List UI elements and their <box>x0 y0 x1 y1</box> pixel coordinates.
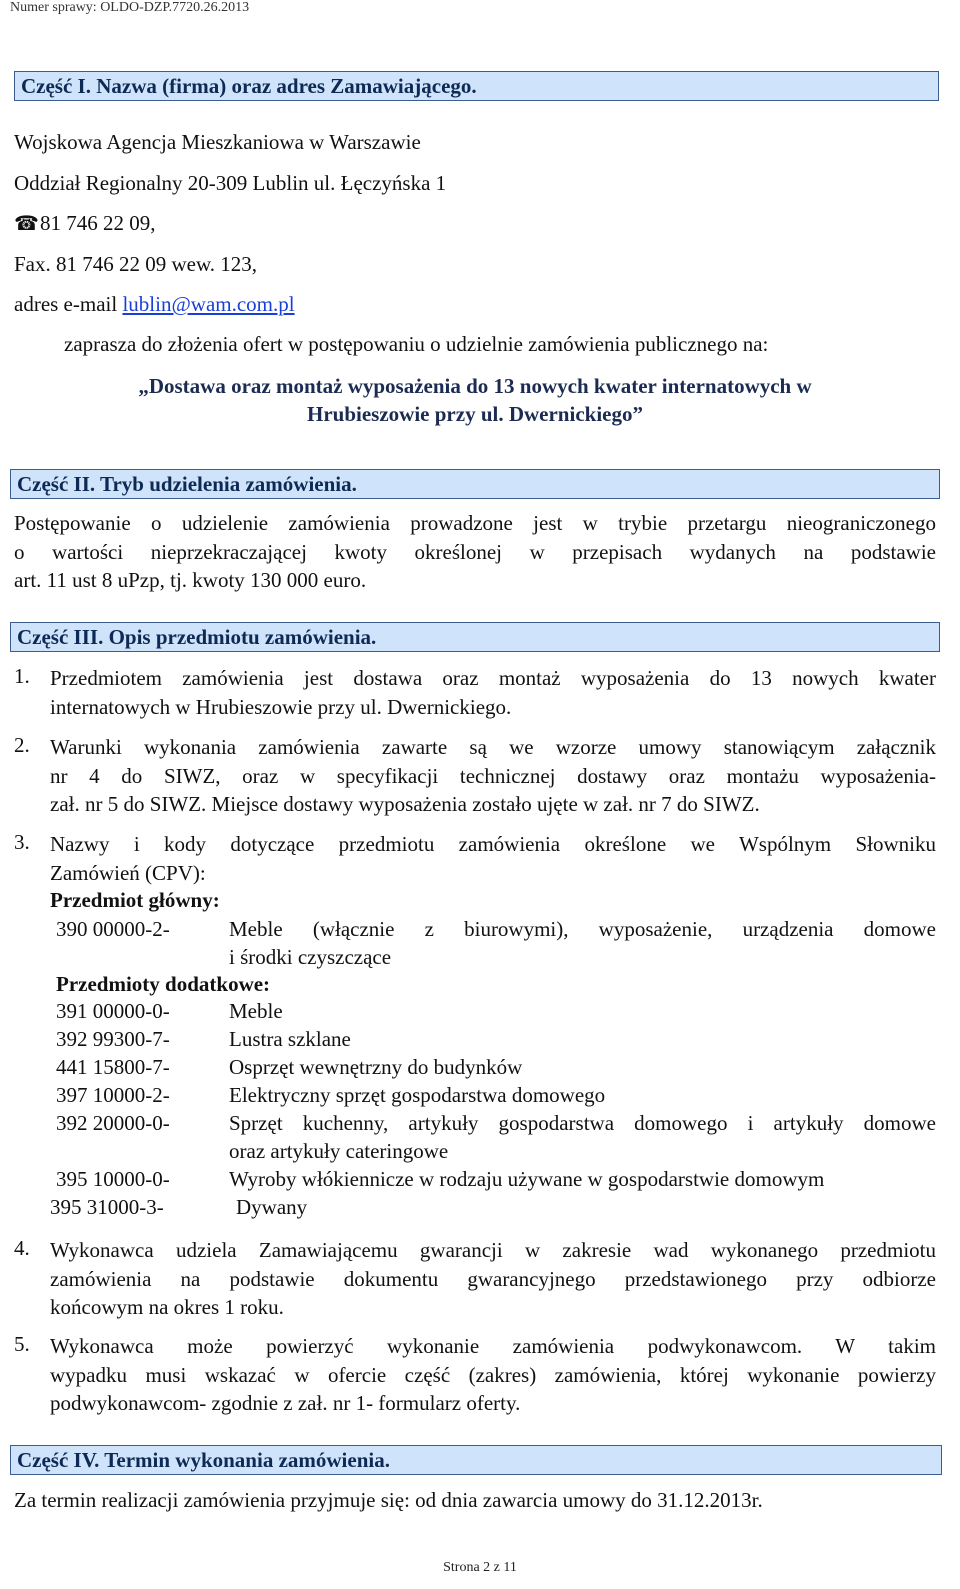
item3-text <box>50 830 936 887</box>
extra-cpv-desc: oraz artykuły cateringowe <box>229 1139 449 1163</box>
order-title-line2: Hrubieszowie przy ul. Dwernickiego” <box>307 402 643 426</box>
extra-cpv-code: 395 31000-3- <box>50 1195 164 1219</box>
main-cpv-desc-line2: i środki czyszczące <box>229 945 392 969</box>
org-address: Oddział Regionalny 20-309 Lublin ul. Łęczyńska 1 <box>14 171 447 195</box>
case-number: Numer sprawy: OLDO-DZP.7720.26.2013 <box>10 0 250 15</box>
item2-line1: Warunki wykonania zamówienia zawarte są we wzorze umowy stanowiącym załącznik <box>50 735 936 759</box>
extra-cpv-desc: Osprzęt wewnętrzny do budynków <box>229 1055 523 1079</box>
deadline-text: Za termin realizacji zamówienia przyjmuje się: od dnia zawarcia umowy do 31.12.2013r. <box>14 1488 763 1512</box>
item3-number: 3. <box>14 830 30 854</box>
item5-line2: wypadku musi wskazać w ofercie część (zakres) zamówienia, której wykonanie powierzy <box>50 1362 936 1387</box>
extra-cpv-desc: Elektryczny sprzęt gospodarstwa domowego <box>229 1083 606 1107</box>
order-title-line1: „Dostawa oraz montaż wyposażenia do 13 nowych kwater internatowych w <box>138 374 812 398</box>
procedure-line3: art. 11 ust 8 uPzp, tj. kwoty 130 000 euro. <box>14 568 367 592</box>
email-line <box>14 291 295 317</box>
main-cpv-desc-line1: Meble (włącznie z biurowymi), wyposażenie, urządzenia domowe <box>229 917 936 941</box>
invitation-text: zaprasza do złożenia ofert w postępowaniu o udzielnie zamówienia publicznego na: <box>64 332 769 356</box>
item4-line1: Wykonawca udziela Zamawiającemu gwarancji w zakresie wad wykonanego przedmiotu <box>50 1238 936 1262</box>
extra-subjects-label: Przedmioty dodatkowe: <box>56 972 271 996</box>
item1-line2: internatowych w Hrubieszowie przy ul. Dwernickiego. <box>50 694 512 719</box>
email-label: adres e-mail <box>14 292 123 316</box>
item3-line2: Zamówień (CPV): <box>50 860 206 885</box>
phone-line <box>14 210 156 237</box>
extra-cpv-code: 391 00000-0- <box>56 999 170 1023</box>
item4-text <box>50 1236 936 1322</box>
phone-icon: ☎ <box>14 213 39 235</box>
main-subject-label: Przedmiot główny: <box>50 888 220 912</box>
extra-cpv-desc: Dywany <box>236 1195 308 1219</box>
item1-number: 1. <box>14 664 30 688</box>
section-heading-part1: Część I. Nazwa (firma) oraz adres Zamawiającego. <box>14 71 939 101</box>
extra-cpv-code: 392 20000-0- <box>56 1111 170 1135</box>
extra-cpv-desc: Meble <box>229 999 283 1023</box>
order-title <box>60 372 890 428</box>
extra-cpv-code: 392 99300-7- <box>56 1027 170 1051</box>
extra-cpv-code: 397 10000-2- <box>56 1083 170 1107</box>
email-link[interactable]: lublin@wam.com.pl <box>122 292 295 316</box>
procedure-line1: Postępowanie o udzielenie zamówienia prowadzone jest w trybie przetargu nieograniczonego <box>14 511 936 535</box>
extra-cpv-code: 441 15800-7- <box>56 1055 170 1079</box>
item4-line3: końcowym na okres 1 roku. <box>50 1295 284 1319</box>
phone-number: 81 746 22 09, <box>40 211 156 235</box>
extra-cpv-desc: Sprzęt kuchenny, artykuły gospodarstwa domowego i artykuły domowe <box>229 1111 936 1135</box>
extra-cpv-code: 395 10000-0- <box>56 1167 170 1191</box>
item4-number: 4. <box>14 1236 30 1260</box>
item5-line1: Wykonawca może powierzyć wykonanie zamówienia podwykonawcom. W takim <box>50 1334 936 1358</box>
main-cpv-desc <box>229 915 936 971</box>
item2-line3: zał. nr 5 do SIWZ. Miejsce dostawy wyposażenia zostało ujęte w zał. nr 7 do SIWZ. <box>50 792 760 816</box>
main-cpv-code: 390 00000-2- <box>56 917 170 941</box>
section-heading-part3: Część III. Opis przedmiotu zamówienia. <box>10 622 940 652</box>
item5-text <box>50 1332 936 1418</box>
item5-number: 5. <box>14 1332 30 1356</box>
fax-line: Fax. 81 746 22 09 wew. 123, <box>14 252 258 276</box>
page-number: Strona 2 z 11 <box>443 1560 517 1575</box>
item2-line2: nr 4 do SIWZ, oraz w specyfikacji technicznej dostawy oraz montażu wyposażenia- <box>50 763 936 788</box>
section-heading-part2: Część II. Tryb udzielenia zamówienia. <box>10 469 940 499</box>
extra-cpv-desc: Lustra szklane <box>229 1027 351 1051</box>
item1-line1: Przedmiotem zamówienia jest dostawa oraz montaż wyposażenia do 13 nowych kwater <box>50 666 936 690</box>
section-heading-part4: Część IV. Termin wykonania zamówienia. <box>10 1445 942 1475</box>
item2-text <box>50 733 936 819</box>
extra-cpv-desc: Wyroby włókiennicze w rodzaju używane w gospodarstwie domowym <box>229 1167 825 1191</box>
item2-number: 2. <box>14 733 30 757</box>
item4-line2: zamówienia na podstawie dokumentu gwarancyjnego przedstawionego przy odbiorze <box>50 1266 936 1291</box>
procedure-line2: o wartości nieprzekraczającej kwoty określonej w przepisach wydanych na podstawie <box>14 539 936 564</box>
item1-text <box>50 664 936 721</box>
item3-line1: Nazwy i kody dotyczące przedmiotu zamówienia określone we Wspólnym Słowniku <box>50 832 936 856</box>
procedure-text <box>14 509 936 595</box>
org-name: Wojskowa Agencja Mieszkaniowa w Warszawie <box>14 130 421 154</box>
item5-line3: podwykonawcom- zgodnie z zał. nr 1- formularz oferty. <box>50 1391 521 1415</box>
